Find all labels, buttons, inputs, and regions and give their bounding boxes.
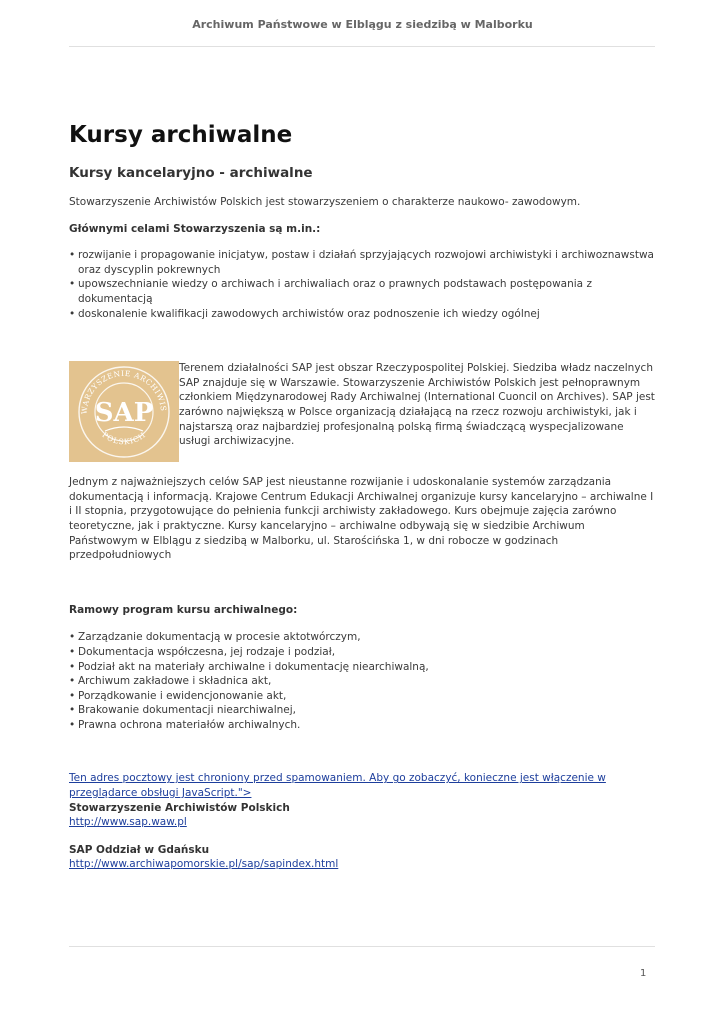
email-protection-link[interactable]: Ten adres pocztowy jest chroniony przed spamowaniem. Aby go zobaczyć, konieczne jest włączenie w przeglądarce obsługi JavaScript."> — [69, 772, 606, 800]
header-divider — [69, 46, 655, 47]
logo-center-text: SAP — [94, 398, 154, 429]
list-item: • Dokumentacja współczesna, jej rodzaje i podział, — [69, 645, 655, 660]
list-item: • upowszechnianie wiedzy o archiwach i archiwaliach oraz o prawnych podstawach postępowania z dokumentacją — [69, 277, 655, 306]
page-header: Archiwum Państwowe w Elblągu z siedzibą w Malborku — [192, 18, 533, 31]
page-number: 1 — [640, 968, 647, 979]
list-item: • Porządkowanie i ewidencjonowanie akt, — [69, 689, 655, 704]
branch-website-link[interactable]: http://www.archiwapomorskie.pl/sap/sapindex.html — [69, 858, 339, 871]
branch-name: SAP Oddział w Gdańsku — [69, 843, 210, 856]
goals-heading: Głównymi celami Stowarzyszenia są m.in.: — [69, 222, 321, 235]
program-heading: Ramowy program kursu archiwalnego: — [69, 603, 298, 616]
org-website-link[interactable]: http://www.sap.waw.pl — [69, 816, 187, 829]
list-item: • Archiwum zakładowe i składnica akt, — [69, 674, 655, 689]
list-item: • doskonalenie kwalifikacji zawodowych archiwistów oraz podnoszenie ich wiedzy ogólnej — [69, 307, 655, 322]
article-subtitle: Kursy kancelaryjno - archiwalne — [69, 165, 313, 181]
sap-description: Terenem działalności SAP jest obszar Rzeczypospolitej Polskiej. Siedziba władz naczelnych SAP znajduje się w Warszawie. Stowarzyszenie Archiwistów Polskich jest pełnoprawnym członkiem Międzynarodowej Rady Archiwalnej (International Cuoncil on Archives). SAP jest zarówno największą w Polsce organizacją działającą na rzecz rozwoju archiwistyki, jak i najstarszą oraz najbardziej profesjonalną polską firmą świadczącą wyspecjalizowane usługi archiwizacyjne. — [179, 362, 655, 448]
list-item: • Podział akt na materiały archiwalne i dokumentację niearchiwalną, — [69, 660, 655, 675]
intro-paragraph: Stowarzyszenie Archiwistów Polskich jest stowarzyszeniem o charakterze naukowo- zawodowym. — [69, 196, 581, 208]
footer-divider — [69, 946, 655, 947]
svg-text:POLSKICH — [100, 430, 147, 446]
sap-section — [69, 361, 655, 461]
org-name: Stowarzyszenie Archiwistów Polskich — [69, 801, 290, 814]
list-item: • Prawna ochrona materiałów archiwalnych. — [69, 718, 655, 733]
list-item: • Brakowanie dokumentacji niearchiwalnej, — [69, 703, 655, 718]
list-item: • Zarządzanie dokumentacją w procesie aktotwórczym, — [69, 630, 655, 645]
article — [69, 118, 655, 872]
course-paragraph: Jednym z najważniejszych celów SAP jest nieustanne rozwijanie i udoskonalanie systemów zarządzania dokumentacją i informacją. Krajowe Centrum Edukacji Archiwalnej organizuje kursy kancelaryjno – archiwalne I i II stopnia, przygotowujące do pełnienia funkcji archiwisty zakładowego. Kurs obejmuje zajęcia zarówno teoretyczne, jak i praktyczne. Kursy kancelaryjno – archiwalne odbywają się w siedzibie Archiwum Państwowym w Elblągu z siedzibą w Malborku, ul. Starościńska 1, w dni robocze w godzinach przedpołudniowych — [69, 476, 654, 562]
logo-ring-top-text: WARZYSZENIE ARCHIWIS — [79, 369, 169, 415]
sap-logo — [69, 361, 179, 462]
page-title: Kursy archiwalne — [69, 122, 293, 148]
logo-ring-bottom-text: POLSKICH — [100, 430, 148, 447]
goals-list — [69, 248, 655, 321]
contact-section — [69, 771, 655, 872]
program-list — [69, 630, 655, 732]
list-item: • rozwijanie i propagowanie inicjatyw, postaw i działań sprzyjających rozwojowi archiwistyki i archiwoznawstwa oraz dyscyplin pokrewnych — [69, 248, 655, 277]
